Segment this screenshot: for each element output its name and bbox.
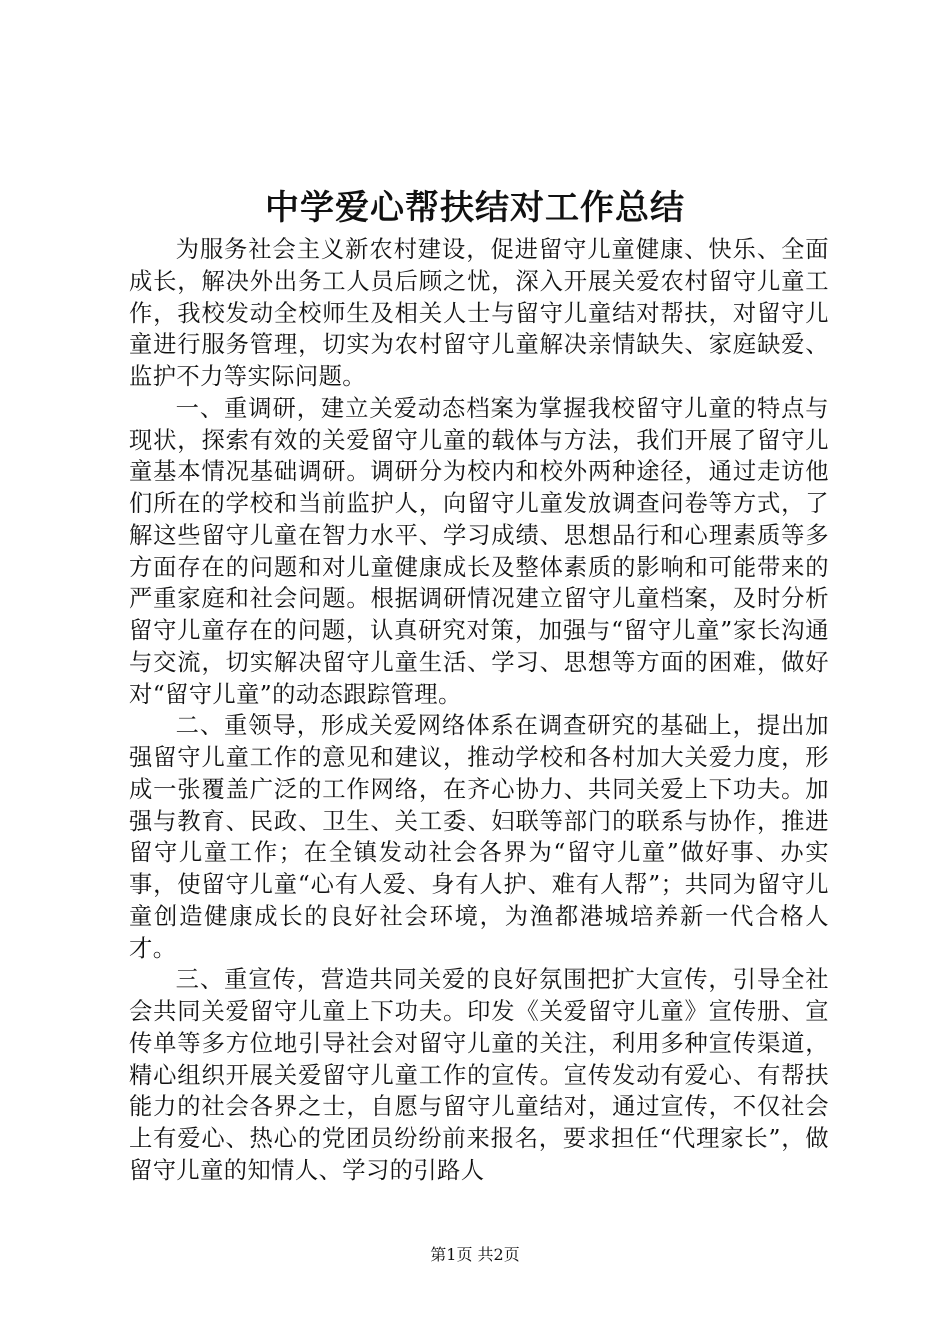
document-body [129, 234, 829, 1187]
paragraph-section-3: 三、重宣传，营造共同关爱的良好氛围把扩大宣传，引导全社会共同关爱留守儿童上下功夫。印发《关爱留守儿童》宣传册、宣传单等多方位地引导社会对留守儿童的关注，利用多种宣传渠道，精心组织开展关爱留守儿童工作的宣传。宣传发动有爱心、有帮扶能力的社会各界之士，自愿与留守儿童结对，通过宣传，不仅社会上有爱心、热心的党团员纷纷前来报名，要求担任“代理家长”，做留守儿童的知情人、学习的引路人 [129, 966, 829, 1184]
paragraph-section-1: 一、重调研，建立关爱动态档案为掌握我校留守儿童的特点与现状，探索有效的关爱留守儿童的载体与方法，我们开展了留守儿童基本情况基础调研。调研分为校内和校外两种途径，通过走访他们所在的学校和当前监护人，向留守儿童发放调查问卷等方式，了解这些留守儿童在智力水平、学习成绩、思想品行和心理素质等多方面存在的问题和对儿童健康成长及整体素质的影响和可能带来的严重家庭和社会问题。根据调研情况建立留守儿童档案，及时分析留守儿童存在的问题，认真研究对策，加强与“留守儿童”家长沟通与交流，切实解决留守儿童生活、学习、思想等方面的困难，做好对“留守儿童”的动态跟踪管理。 [129, 394, 829, 708]
paragraph-section-2: 二、重领导，形成关爱网络体系在调查研究的基础上，提出加强留守儿童工作的意见和建议，推动学校和各村加大关爱力度，形成一张覆盖广泛的工作网络，在齐心协力、共同关爱上下功夫。加强与教育、民政、卫生、关工委、妇联等部门的联系与协作，推进留守儿童工作；在全镇发动社会各界为“留守儿童”做好事、办实事，使留守儿童“心有人爱、身有人护、难有人帮”；共同为留守儿童创造健康成长的良好社会环境，为渔都港城培养新一代合格人才。 [129, 712, 829, 962]
page-footer: 第1页 共2页 [430, 1245, 520, 1264]
document-title: 中学爱心帮扶结对工作总结 [265, 188, 685, 228]
paragraph-intro: 为服务社会主义新农村建设，促进留守儿童健康、快乐、全面成长，解决外出务工人员后顾之忧，深入开展关爱农村留守儿童工作，我校发动全校师生及相关人士与留守儿童结对帮扶，对留守儿童进行服务管理，切实为农村留守儿童解决亲情缺失、家庭缺爱、监护不力等实际问题。 [129, 236, 829, 390]
